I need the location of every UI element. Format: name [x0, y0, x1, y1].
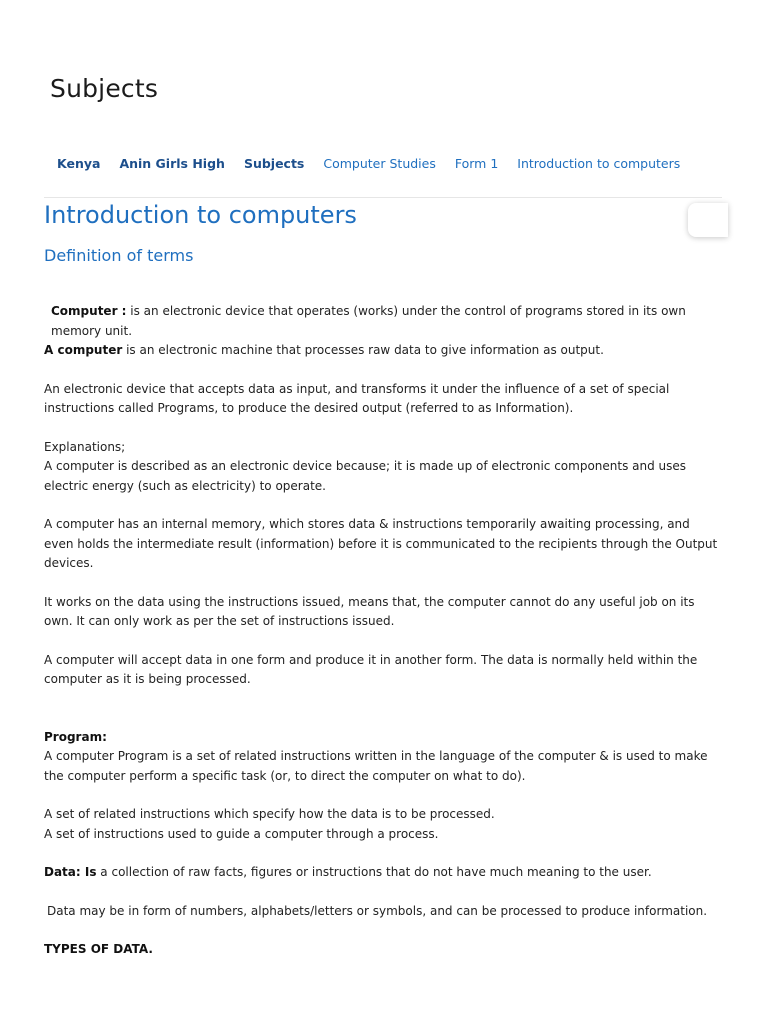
term-computer: Computer :	[51, 304, 127, 318]
explanations-heading: Explanations;	[44, 439, 126, 454]
page-title: Subjects	[50, 74, 159, 103]
paragraph-internal-memory: A computer has an internal memory, which stores data & instructions temporarily awaiting processing, and even holds the intermediate result (information) before it is communicated to the recipients through the Output devices.	[44, 517, 718, 570]
breadcrumb-divider	[44, 197, 722, 198]
paragraph-electronic-device: An electronic device that accepts data as input, and transforms it under the influence of a set of special instructions called Programs, to produce the desired output (referred to as Information).	[44, 381, 670, 415]
term-a-computer: A computer	[44, 343, 123, 357]
paragraph-program-definition: A computer Program is a set of related instructions written in the language of the computer & is used to make the computer perform a specific task (or, to direct the computer on what to do).	[44, 749, 708, 783]
definition-a-computer	[44, 341, 722, 361]
program-heading	[44, 728, 722, 748]
article-title: Introduction to computers	[44, 201, 357, 229]
types-of-data-label: TYPES OF DATA.	[44, 942, 153, 956]
definition-a-computer-text: is an electronic machine that processes raw data to give information as output.	[122, 343, 604, 357]
article-subtitle: Definition of terms	[44, 246, 194, 265]
paragraph-electronic-components: A computer is described as an electronic device because; it is made up of electronic components and uses electric energy (such as electricity) to operate.	[44, 459, 687, 493]
definition-computer-text: is an electronic device that operates (works) under the control of programs stored in its own memory unit.	[51, 304, 686, 338]
definition-computer	[44, 302, 722, 341]
definition-data-text: a collection of raw facts, figures or instructions that do not have much meaning to the user.	[96, 865, 652, 879]
breadcrumb-item-form-1[interactable]: Form 1	[454, 156, 499, 171]
breadcrumb-item-anin-girls-high[interactable]: Anin Girls High	[119, 156, 225, 171]
paragraph-data-forms: Data may be in form of numbers, alphabets/letters or symbols, and can be processed to produce information.	[47, 903, 708, 918]
term-data: Data: Is	[44, 865, 97, 879]
paragraph-program-definition-3: A set of instructions used to guide a computer through a process.	[44, 826, 439, 841]
article-body	[44, 302, 722, 960]
paragraph-data-form: A computer will accept data in one form and produce it in another form. The data is normally held within the computer as it is being processed.	[44, 652, 698, 686]
types-of-data-heading	[44, 940, 722, 960]
breadcrumb-item-subjects[interactable]: Subjects	[243, 156, 305, 171]
breadcrumb-item-introduction-to-computers[interactable]: Introduction to computers	[517, 156, 681, 171]
breadcrumb-item-computer-studies[interactable]: Computer Studies	[323, 156, 436, 171]
breadcrumb-item-kenya[interactable]: Kenya	[57, 156, 101, 171]
side-panel-tab[interactable]	[688, 203, 728, 237]
paragraph-program-definition-2: A set of related instructions which specify how the data is to be processed.	[44, 807, 495, 821]
definition-data	[44, 863, 722, 883]
term-program: Program:	[44, 729, 107, 744]
paragraph-instructions: It works on the data using the instructions issued, means that, the computer cannot do any useful job on its own. It can only work as per the set of instructions issued.	[44, 594, 695, 628]
breadcrumb	[57, 156, 699, 171]
